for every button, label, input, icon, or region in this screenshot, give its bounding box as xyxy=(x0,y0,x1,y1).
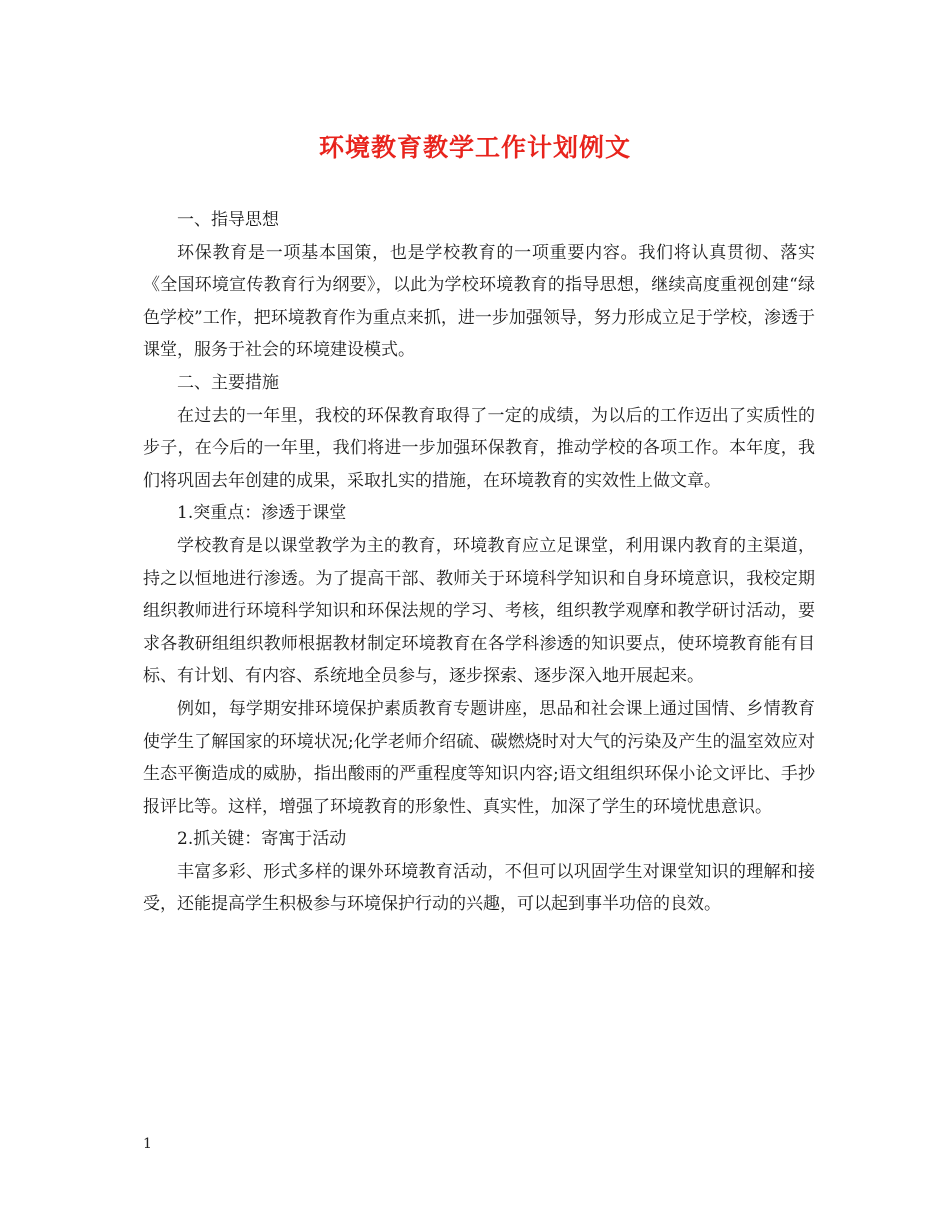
subsection-heading: 1.突重点：渗透于课堂 xyxy=(177,503,347,524)
page-number: 1 xyxy=(143,1136,152,1152)
body-paragraph: 丰富多彩、形式多样的课外环境教育活动，不但可以巩固学生对课堂知识的理解和接受，还能提高学生积极参与环境保护行动的兴趣，可以起到事半功倍的良效。 xyxy=(143,861,815,915)
body-paragraph: 在过去的一年里，我校的环保教育取得了一定的成绩，为以后的工作迈出了实质性的步子，在今后的一年里，我们将进一步加强环保教育，推动学校的各项工作。本年度，我们将巩固去年创建的成果，采取扎实的措施，在环境教育的实效性上做文章。 xyxy=(143,405,815,491)
section-heading: 一、指导思想 xyxy=(177,210,279,230)
subsection-heading: 2.抓关键：寄寓于活动 xyxy=(177,829,347,850)
body-paragraph: 学校教育是以课堂教学为主的教育，环境教育应立足课堂，利用课内教育的主渠道，持之以恒地进行渗透。为了提高干部、教师关于环境科学知识和自身环境意识，我校定期组织教师进行环境科学知识和环保法规的学习、考核，组织教学观摩和教学研讨活动，要求各教研组组织教师根据教材制定环境教育在各学科渗透的知识要点，使环境教育能有目标、有计划、有内容、系统地全员参与，逐步探索、逐步深入地开展起来。 xyxy=(143,535,815,687)
document-body xyxy=(143,204,815,921)
document-title: 环境教育教学工作计划例文 xyxy=(318,133,631,162)
body-paragraph: 环保教育是一项基本国策，也是学校教育的一项重要内容。我们将认真贯彻、落实《全国环境宣传教育行为纲要》，以此为学校环境教育的指导思想，继续高度重视创建“绿色学校”工作，把环境教育作为重点来抓，进一步加强领导，努力形成立足于学校，渗透于课堂，服务于社会的环境建设模式。 xyxy=(143,242,815,361)
section-heading: 二、主要措施 xyxy=(177,372,279,393)
body-paragraph: 例如，每学期安排环境保护素质教育专题讲座，思品和社会课上通过国情、乡情教育使学生了解国家的环境状况;化学老师介绍硫、碳燃烧时对大气的污染及产生的温室效应对生态平衡造成的威胁，指出酸雨的严重程度等知识内容;语文组组织环保小论文评比、手抄报评比等。这样，增强了环境教育的形象性、真实性，加深了学生的环境忧患意识。 xyxy=(143,698,815,817)
